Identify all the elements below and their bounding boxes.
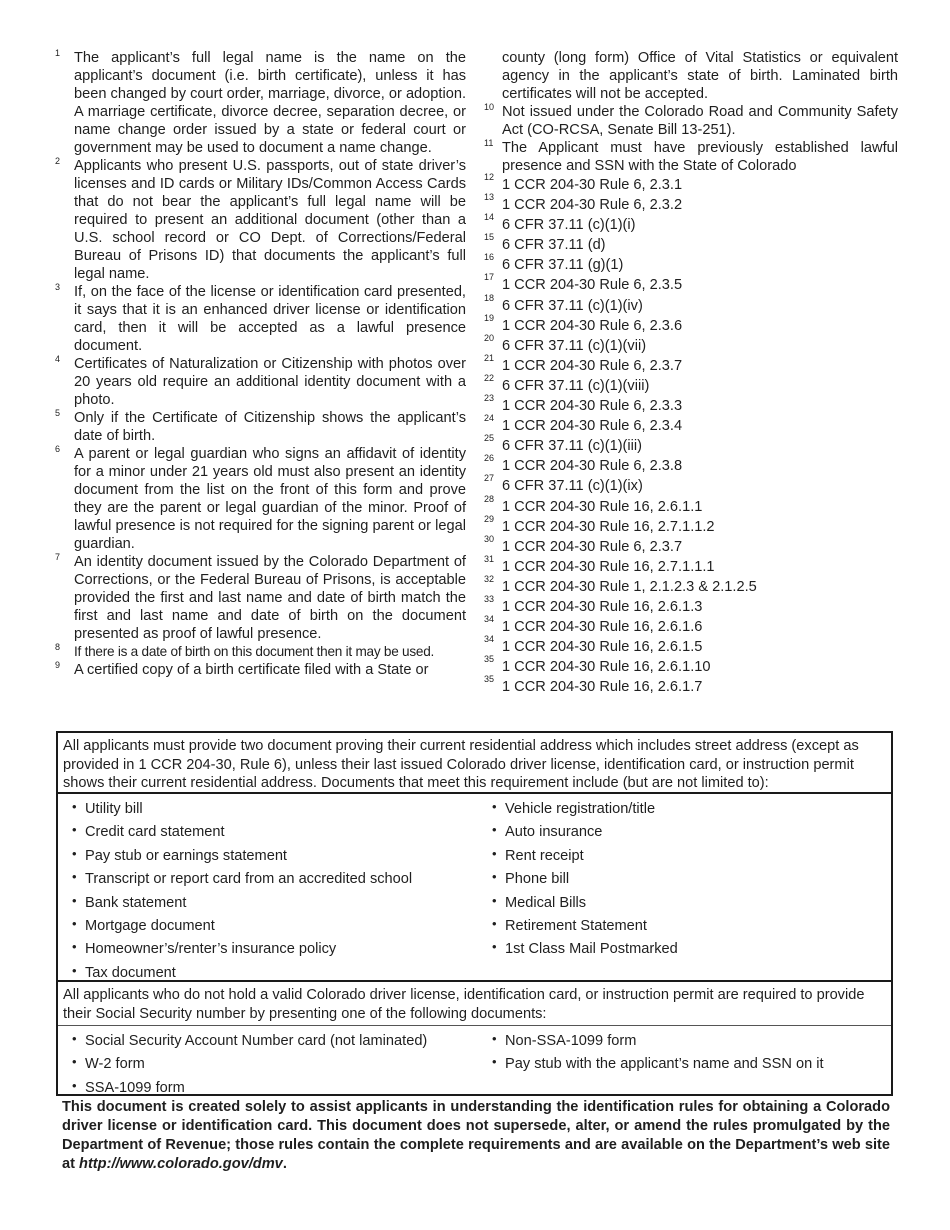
citation-item [484, 654, 898, 677]
citation-item [484, 292, 898, 316]
footnote-number: 1 [55, 48, 61, 58]
residency-document-item [492, 915, 678, 938]
bullet-icon: • [492, 845, 497, 861]
bullet-icon: • [72, 845, 77, 861]
footnote-10 [484, 103, 898, 139]
footnote-11 [484, 139, 898, 175]
footnote-text: If there is a date of birth on this document then it may be used. [74, 644, 435, 659]
citation-text: 1 CCR 204-30 Rule 6, 2.3.7 [502, 538, 683, 555]
citation-text: 1 CCR 204-30 Rule 6, 2.3.7 [502, 357, 683, 374]
citation-text: 1 CCR 204-30 Rule 16, 2.7.1.1.2 [502, 518, 715, 535]
residency-document-item [72, 821, 412, 844]
footnote-number: 21 [484, 352, 495, 363]
list-item-text: Pay stub with the applicant’s name and SSN on it [505, 1056, 824, 1073]
citation-text: 6 CFR 37.11 (c)(1)(ix) [502, 478, 643, 495]
citation-text: 6 CFR 37.11 (c)(1)(vii) [502, 337, 647, 354]
bullet-icon: • [492, 822, 497, 838]
bullet-icon: • [72, 1031, 77, 1046]
residency-document-item [72, 798, 412, 821]
footnote-number: 28 [484, 493, 495, 504]
list-item-text: Rent receipt [505, 847, 584, 864]
citation-text: 1 CCR 204-30 Rule 6, 2.3.2 [502, 197, 683, 214]
footnotes-left-column [52, 49, 466, 679]
footnote-text: Only if the Certificate of Citizenship shows the applicant’s date of birth. [74, 410, 466, 444]
bullet-icon: • [72, 892, 77, 908]
bullet-icon: • [72, 869, 77, 885]
disclaimer [62, 1098, 890, 1174]
list-item-text: Retirement Statement [505, 917, 647, 934]
footnote-number: 11 [484, 138, 494, 148]
list-item-text: Non-SSA-1099 form [505, 1033, 637, 1049]
footnote-3 [52, 283, 466, 355]
ssn-list-right [492, 1030, 824, 1077]
citation-item [484, 192, 898, 215]
residency-document-item [492, 845, 678, 868]
citation-item [484, 513, 898, 537]
bullet-icon: • [492, 892, 497, 908]
footnote-number: 27 [484, 473, 495, 484]
footnote-number: 15 [484, 232, 495, 243]
footnote-number: 18 [484, 292, 495, 303]
footnote-number: 16 [484, 252, 495, 263]
footnote-text: Applicants who present U.S. passports, out of state driver’s licenses and ID cards or Military IDs/Common Access Cards that do not bear the applicant’s full legal name will be required to present an additional document (other than a U.S. school record or CO Dept. of Corrections/Federal Bureau of Prisons ID) that documents the applicant’s full legal name. [74, 158, 466, 282]
footnote-number: 12 [484, 172, 495, 182]
residency-document-item [492, 892, 678, 915]
citation-text: 1 CCR 204-30 Rule 6, 2.3.6 [502, 317, 683, 334]
citation-list [484, 172, 898, 697]
list-item-text: 1st Class Mail Postmarked [505, 941, 678, 958]
citation-text: 6 CFR 37.11 (c)(1)(i) [502, 217, 636, 234]
citation-text: 1 CCR 204-30 Rule 6, 2.3.1 [502, 177, 683, 193]
citation-text: 1 CCR 204-30 Rule 16, 2.6.1.6 [502, 619, 703, 636]
citation-text: 6 CFR 37.11 (d) [502, 237, 606, 254]
disclaimer-text: This document is created solely to assist applicants in understanding the identification rules for obtaining a Colorado driver license or identification card. This document does not supersede, alter, or amend the rules promulgated by the Department of Revenue; those rules contain the complete requirements and are available on the Department’s web site at [62, 1099, 890, 1172]
citation-item [484, 634, 898, 657]
footnote-6 [52, 445, 466, 553]
footnote-number: 31 [484, 553, 495, 564]
residency-document-item [492, 821, 678, 844]
bullet-icon: • [72, 1077, 77, 1093]
citation-item [484, 272, 898, 295]
footnote-number: 14 [484, 212, 495, 223]
bullet-icon: • [492, 869, 497, 885]
citation-text: 1 CCR 204-30 Rule 16, 2.6.1.10 [502, 659, 711, 676]
citation-text: 1 CCR 204-30 Rule 16, 2.6.1.1 [502, 498, 703, 515]
citation-item [484, 252, 898, 275]
footnote-number: 35 [484, 674, 495, 685]
citation-item [484, 332, 898, 356]
list-item-text: Medical Bills [505, 894, 587, 911]
citation-text: 6 CFR 37.11 (g)(1) [502, 257, 624, 274]
citation-item [484, 212, 898, 235]
footnote-text: The applicant’s full legal name is the name on the applicant’s document (i.e. birth certificate), unless it has been changed by court order, marriage, divorce, or adoption. A marriage certificate, divorce decree, separation decree, or name change order issued by a state or federal court or government may be used to document a name change. [74, 50, 466, 156]
bullet-icon: • [492, 1054, 497, 1070]
footnote-number: 30 [484, 533, 495, 544]
bullet-icon: • [492, 799, 497, 814]
residency-intro: All applicants must provide two document proving their current residential address which includes street address (except as provided in 1 CCR 204-30, Rule 6), unless their last issued Colorado driver license, identification card, or instruction permit shows their current residential address. Documents that meet this requirement include (but are not limited to): [58, 733, 891, 794]
citation-item [484, 573, 898, 597]
footnote-number: 7 [55, 552, 61, 562]
footnote-number: 23 [484, 393, 495, 404]
footnote-text: Not issued under the Colorado Road and Community Safety Act (CO-RCSA, Senate Bill 13-251). [502, 104, 898, 138]
citation-text: 6 CFR 37.11 (c)(1)(iv) [502, 297, 643, 314]
citation-item [484, 413, 898, 436]
list-item-text: Mortgage document [85, 917, 215, 934]
list-item-text: Pay stub or earnings statement [85, 847, 287, 864]
citation-text: 1 CCR 204-30 Rule 16, 2.6.1.7 [502, 679, 703, 696]
footnote-number: 4 [55, 354, 61, 364]
footnote-number: 29 [484, 513, 495, 524]
footnote-number: 6 [55, 444, 61, 454]
citation-item [484, 352, 898, 376]
footnote-9 [52, 661, 466, 679]
citation-text: 1 CCR 204-30 Rule 6, 2.3.8 [502, 458, 683, 475]
bullet-icon: • [72, 1054, 77, 1070]
requirements-box [56, 731, 893, 1096]
citation-text: 1 CCR 204-30 Rule 16, 2.6.1.5 [502, 639, 703, 656]
dmv-website-link[interactable]: http://www.colorado.gov/dmv [79, 1156, 283, 1172]
citation-item [484, 533, 898, 557]
footnote-number: 33 [484, 593, 495, 604]
residency-document-item [72, 892, 412, 915]
footnote-number: 34 [484, 614, 495, 625]
footnote-number: 17 [484, 272, 495, 283]
residency-document-item [492, 938, 678, 961]
citation-text: 1 CCR 204-30 Rule 6, 2.3.5 [502, 277, 683, 294]
list-item-text: Bank statement [85, 894, 187, 911]
list-item-text: Transcript or report card from an accredited school [85, 871, 413, 888]
footnote-5 [52, 409, 466, 445]
footnote-number: 25 [484, 433, 495, 444]
footnote-number: 24 [484, 413, 495, 424]
footnote-text: Certificates of Naturalization or Citizenship with photos over 20 years old require an additional identity document with a photo. [74, 356, 466, 408]
citation-item [484, 433, 898, 456]
citation-text: 6 CFR 37.11 (c)(1)(viii) [502, 377, 650, 394]
footnote-text: A parent or legal guardian who signs an affidavit of identity for a minor under 21 years old must also present an identity document from the list on the front of this form and prove they are the parent or legal guardian of the minor. Proof of lawful presence is not required for the signing parent or legal guardian. [74, 446, 466, 552]
footnote-number: 26 [484, 453, 495, 464]
list-item-text: W-2 form [85, 1056, 145, 1073]
ssn-document-item [72, 1053, 427, 1076]
residency-document-list [58, 794, 891, 980]
citation-item [484, 493, 898, 517]
footnote-number: 10 [484, 102, 495, 112]
footnote-number: 5 [55, 408, 61, 418]
citation-text: 1 CCR 204-30 Rule 6, 2.3.4 [502, 418, 683, 435]
footnote-7 [52, 553, 466, 643]
bullet-icon: • [72, 962, 77, 978]
citation-item [484, 372, 898, 396]
footnote-number: 2 [55, 156, 61, 166]
bullet-icon: • [72, 799, 77, 814]
residency-document-item [72, 868, 412, 891]
footnote-number: 22 [484, 372, 495, 383]
residency-document-item [492, 868, 678, 891]
ssn-document-item [492, 1053, 824, 1076]
list-item-text: SSA-1099 form [85, 1079, 185, 1096]
footnotes-section [52, 49, 898, 717]
footnote-number: 32 [484, 573, 495, 584]
disclaimer-end: . [282, 1156, 287, 1172]
list-item-text: Homeowner’s/renter’s insurance policy [85, 941, 337, 958]
residency-document-item [72, 845, 412, 868]
list-item-text: Utility bill [85, 801, 143, 817]
ssn-list-left [72, 1030, 427, 1100]
residency-document-item [72, 962, 412, 985]
list-item-text: Credit card statement [85, 824, 225, 841]
residency-list-right [492, 798, 678, 962]
citation-item [484, 312, 898, 336]
bullet-icon: • [72, 939, 77, 955]
citation-text: 1 CCR 204-30 Rule 1, 2.1.2.3 & 2.1.2.5 [502, 578, 757, 595]
footnote-text: The Applicant must have previously established lawful presence and SSN with the State of Colorado [502, 140, 898, 174]
citation-item [484, 453, 898, 476]
footnote-number: 35 [484, 654, 495, 665]
bullet-icon: • [492, 915, 497, 931]
citation-item [484, 593, 898, 617]
citation-item [484, 473, 898, 496]
list-item-text: Tax document [85, 964, 176, 981]
citation-item [484, 674, 898, 697]
footnote-number: 9 [55, 660, 61, 670]
ssn-document-item [72, 1030, 427, 1053]
footnote-9-continued [484, 49, 898, 103]
footnotes-right-column [484, 49, 898, 697]
footnote-text: A certified copy of a birth certificate filed with a State or [74, 662, 429, 678]
footnote-text: If, on the face of the license or identification card presented, it says that it is an enhanced driver license or identification card, then it will be accepted as a lawful presence document. [74, 284, 466, 354]
footnote-number: 8 [55, 642, 60, 652]
residency-list-left [72, 798, 412, 985]
footnote-number: 19 [484, 312, 495, 323]
ssn-intro: All applicants who do not hold a valid Colorado driver license, identification card, or instruction permit are required to provide their Social Security number by presenting one of the following documents: [58, 980, 891, 1026]
bullet-icon: • [492, 1031, 497, 1046]
list-item-text: Social Security Account Number card (not laminated) [85, 1033, 428, 1049]
footnote-text: county (long form) Office of Vital Statistics or equivalent agency in the applicant’s state of birth. Laminated birth certificates will not be accepted. [502, 50, 898, 102]
ssn-document-list [58, 1026, 891, 1094]
footnote-2 [52, 157, 466, 283]
list-item-text: Phone bill [505, 871, 570, 888]
footnote-number: 20 [484, 332, 495, 343]
citation-text: 1 CCR 204-30 Rule 16, 2.7.1.1.1 [502, 558, 715, 575]
residency-document-item [492, 798, 678, 821]
citation-item [484, 393, 898, 416]
footnote-text: An identity document issued by the Colorado Department of Corrections, or the Federal Bureau of Prisons, is acceptable provided the first and last name and date of birth match the first and last name and date of birth on the document presented as proof of lawful presence. [74, 554, 466, 642]
footnote-8 [52, 643, 466, 661]
footnote-number: 3 [55, 282, 61, 292]
residency-document-item [72, 938, 412, 961]
ssn-document-item [72, 1077, 427, 1100]
citation-item [484, 553, 898, 577]
citation-item [484, 172, 898, 195]
footnote-number: 13 [484, 192, 495, 203]
residency-document-item [72, 915, 412, 938]
ssn-document-item [492, 1030, 824, 1053]
citation-text: 1 CCR 204-30 Rule 16, 2.6.1.3 [502, 598, 703, 615]
list-item-text: Auto insurance [505, 824, 603, 841]
citation-text: 1 CCR 204-30 Rule 6, 2.3.3 [502, 398, 683, 415]
footnote-4 [52, 355, 466, 409]
footnote-1 [52, 49, 466, 157]
footnote-number: 34 [484, 634, 495, 645]
bullet-icon: • [72, 915, 77, 931]
citation-text: 6 CFR 37.11 (c)(1)(iii) [502, 438, 643, 455]
citation-item [484, 614, 898, 637]
bullet-icon: • [72, 822, 77, 838]
citation-item [484, 232, 898, 255]
bullet-icon: • [492, 939, 497, 955]
list-item-text: Vehicle registration/title [505, 801, 656, 817]
